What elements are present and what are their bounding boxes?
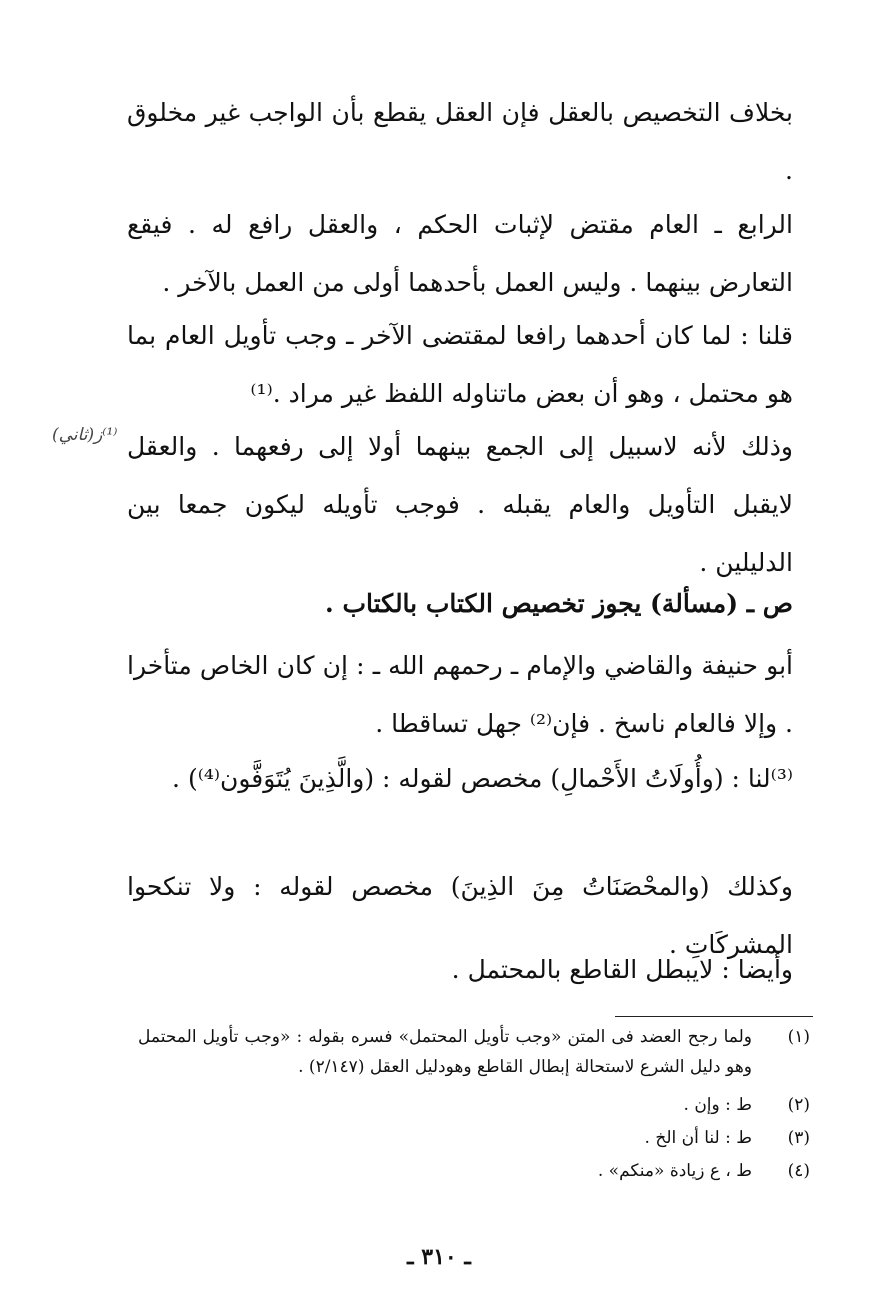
paragraph-4: وذلك لأنه لاسبيل إلى الجمع بينهما أولا إلى رفعهما . والعقل لايقبل التأويل والعام يقبله . فوجب تأويله ليكون جمعا بين الدليلين . [127, 432, 793, 577]
footnote-number: (٤) [787, 1161, 810, 1181]
page-number: ـ ٣١٠ ـ [407, 1244, 471, 1270]
paragraph-7: وكذلك (والمحْصَنَاتُ مِنَ الذِينَ) مخصص لقوله : ولا تنكحوا المشركَاتِ . [127, 872, 793, 959]
footnote-number: (٣) [787, 1128, 810, 1148]
footnote-text: ط ، ع زيادة «منكم» . [597, 1161, 752, 1181]
footnote-text: ط : وإن . [683, 1095, 752, 1115]
margin-annotation: ⁽¹⁾ز(ثاني) [52, 425, 118, 445]
paragraph-8: وأيضا : لايبطل القاطع بالمحتمل . [451, 955, 793, 984]
footnote-1 [138, 1022, 810, 1082]
section-heading: ص ـ (مسألة) يجوز تخصيص الكتاب بالكتاب . [325, 589, 793, 618]
footnote-number: (١) [787, 1027, 810, 1047]
paragraph-2: الرابع ـ العام مقتض لإثبات الحكم ، والعقل رافع له . فيقع التعارض بينهما . وليس العمل بأحدهما أولى من العمل بالآخر . [127, 210, 793, 297]
footnote-number: (٢) [787, 1095, 810, 1115]
paragraph-5: أبو حنيفة والقاضي والإمام ـ رحمهم الله ـ : إن كان الخاص متأخرا . وإلا فالعام ناسخ . فإن⁽²⁾ جهل تساقطا . [127, 651, 793, 738]
paragraph-6: ⁽³⁾لنا : (وأُولَاتُ الأَحْمالِ) مخصص لقوله : (والَّذِينَ يُتَوَفَّون⁽⁴⁾) . [172, 764, 793, 793]
footnote-2 [138, 1090, 810, 1120]
footnote-text: ولما رجح العضد فى المتن «وجب تأويل المحتمل» فسره بقوله : «وجب تأويل المحتمل وهو دليل الشرع لاستحالة إبطال القاطع وهودليل العقل (٢/١٤٧) . [138, 1027, 752, 1077]
footnote-text: ط : لنا أن الخ . [644, 1128, 752, 1148]
footnote-3 [138, 1123, 810, 1153]
footnote-4 [138, 1156, 810, 1186]
paragraph-1: بخلاف التخصيص بالعقل فإن العقل يقطع بأن الواجب غير مخلوق . [127, 98, 793, 185]
paragraph-3: قلنا : لما كان أحدهما رافعا لمقتضى الآخر ـ وجب تأويل العام بما هو محتمل ، وهو أن بعض ماتناوله اللفظ غير مراد .⁽¹⁾ [127, 321, 793, 408]
footnote-divider [615, 1016, 813, 1017]
